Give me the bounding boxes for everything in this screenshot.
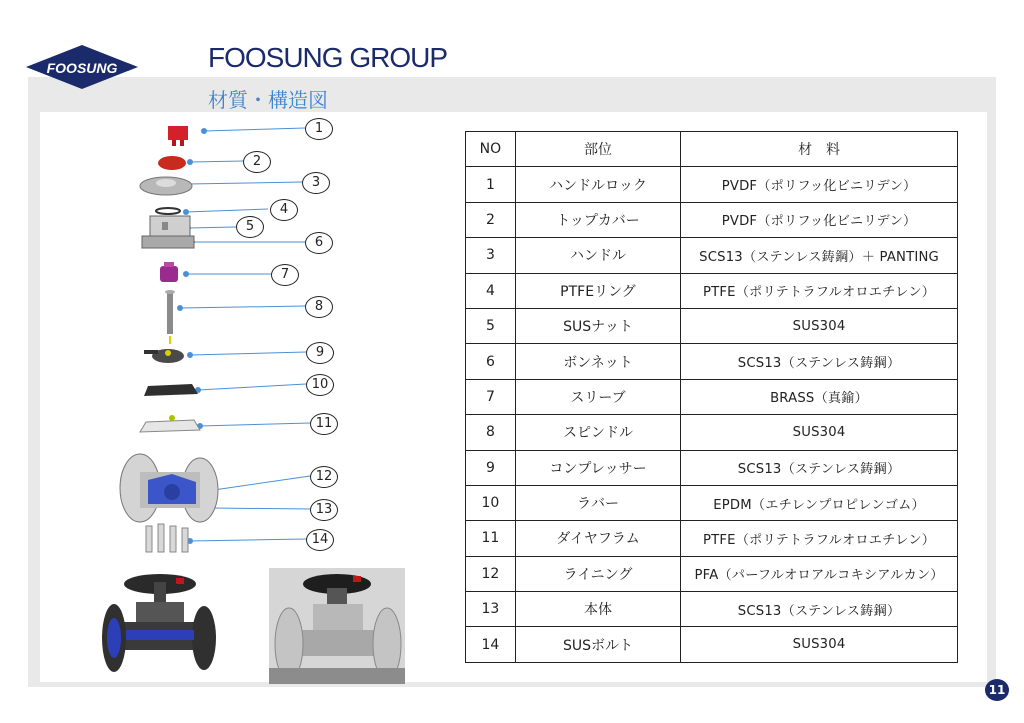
page-number-badge: 11 bbox=[985, 679, 1009, 701]
valve-render-image bbox=[100, 572, 220, 682]
header-part: 部位 bbox=[515, 132, 680, 167]
row-part: SUSボルト bbox=[515, 627, 680, 662]
part-sleeve bbox=[160, 262, 178, 282]
row-no: 10 bbox=[466, 485, 516, 520]
row-no: 12 bbox=[466, 556, 516, 591]
row-material: PTFE（ポリテトラフルオロエチレン） bbox=[681, 521, 958, 556]
table-row bbox=[466, 485, 958, 520]
page-subtitle: 材質・構造図 bbox=[208, 88, 328, 112]
row-material: SUS304 bbox=[681, 415, 958, 450]
brand-title: FOOSUNG GROUP bbox=[208, 42, 448, 73]
materials-table bbox=[465, 131, 958, 663]
row-part: ハンドル bbox=[515, 238, 680, 273]
row-part: ボンネット bbox=[515, 344, 680, 379]
callout-3: 3 bbox=[302, 172, 330, 194]
row-material: SCS13（ステンレス鋳鋼） bbox=[681, 450, 958, 485]
part-compressor bbox=[144, 349, 184, 363]
part-body-lining bbox=[120, 454, 218, 522]
callout-7: 7 bbox=[271, 264, 299, 286]
callout-6: 6 bbox=[305, 232, 333, 254]
header-no: NO bbox=[466, 132, 516, 167]
table-row bbox=[466, 450, 958, 485]
part-ptfe-ring bbox=[156, 208, 180, 214]
row-part: ハンドルロック bbox=[515, 167, 680, 202]
row-part: ライニング bbox=[515, 556, 680, 591]
row-no: 6 bbox=[466, 344, 516, 379]
part-spindle bbox=[165, 290, 175, 344]
part-top-cover bbox=[158, 156, 186, 170]
row-no: 11 bbox=[466, 521, 516, 556]
row-material: PTFE（ポリテトラフルオロエチレン） bbox=[681, 273, 958, 308]
callout-1: 1 bbox=[305, 118, 333, 140]
row-material: PVDF（ポリフッ化ビニリデン） bbox=[681, 202, 958, 237]
table-row bbox=[466, 556, 958, 591]
callout-12: 12 bbox=[310, 466, 338, 488]
row-part: PTFEリング bbox=[515, 273, 680, 308]
table-row bbox=[466, 379, 958, 414]
row-no: 9 bbox=[466, 450, 516, 485]
row-part: スリーブ bbox=[515, 379, 680, 414]
table-row bbox=[466, 415, 958, 450]
row-no: 1 bbox=[466, 167, 516, 202]
row-material: SCS13（ステンレス鋳鋼） bbox=[681, 344, 958, 379]
table-row bbox=[466, 238, 958, 273]
row-material: PVDF（ポリフッ化ビニリデン） bbox=[681, 167, 958, 202]
part-bolts bbox=[146, 524, 188, 552]
callout-8: 8 bbox=[305, 296, 333, 318]
row-part: コンプレッサー bbox=[515, 450, 680, 485]
row-no: 7 bbox=[466, 379, 516, 414]
row-no: 2 bbox=[466, 202, 516, 237]
row-material: EPDM（エチレンプロピレンゴム） bbox=[681, 485, 958, 520]
logo-text: FOOSUNG bbox=[46, 60, 118, 76]
row-no: 5 bbox=[466, 308, 516, 343]
valve-photo bbox=[269, 568, 405, 684]
row-no: 3 bbox=[466, 238, 516, 273]
header-material: 材 料 bbox=[681, 132, 958, 167]
callout-5: 5 bbox=[236, 216, 264, 238]
row-part: ダイヤフラム bbox=[515, 521, 680, 556]
table-header-row bbox=[466, 132, 958, 167]
row-no: 13 bbox=[466, 592, 516, 627]
callout-13: 13 bbox=[310, 499, 338, 521]
part-rubber bbox=[144, 384, 198, 396]
callout-2: 2 bbox=[243, 151, 271, 173]
part-handle bbox=[140, 177, 192, 195]
callout-4: 4 bbox=[270, 199, 298, 221]
row-no: 4 bbox=[466, 273, 516, 308]
row-part: 本体 bbox=[515, 592, 680, 627]
row-part: スピンドル bbox=[515, 415, 680, 450]
callout-14: 14 bbox=[306, 529, 334, 551]
table-row bbox=[466, 202, 958, 237]
table-row bbox=[466, 308, 958, 343]
row-material: BRASS（真鍮） bbox=[681, 379, 958, 414]
table-row bbox=[466, 167, 958, 202]
table-row bbox=[466, 627, 958, 662]
row-no: 8 bbox=[466, 415, 516, 450]
table-row bbox=[466, 344, 958, 379]
table-row bbox=[466, 592, 958, 627]
row-material: SUS304 bbox=[681, 627, 958, 662]
row-material: PFA（パーフルオロアルコキシアルカン） bbox=[681, 556, 958, 591]
table-row bbox=[466, 521, 958, 556]
part-handle-lock bbox=[168, 126, 188, 146]
row-material: SCS13（ステンレス鋳鋼） bbox=[681, 592, 958, 627]
row-part: トップカバー bbox=[515, 202, 680, 237]
row-part: SUSナット bbox=[515, 308, 680, 343]
part-bonnet bbox=[142, 216, 194, 248]
row-material: SUS304 bbox=[681, 308, 958, 343]
callout-10: 10 bbox=[306, 374, 334, 396]
row-material: SCS13（ステンレス鋳鋼）＋ PANTING bbox=[681, 238, 958, 273]
table-row bbox=[466, 273, 958, 308]
callout-9: 9 bbox=[306, 342, 334, 364]
callout-11: 11 bbox=[310, 413, 338, 435]
part-diaphragm bbox=[140, 415, 200, 432]
row-no: 14 bbox=[466, 627, 516, 662]
row-part: ラバー bbox=[515, 485, 680, 520]
